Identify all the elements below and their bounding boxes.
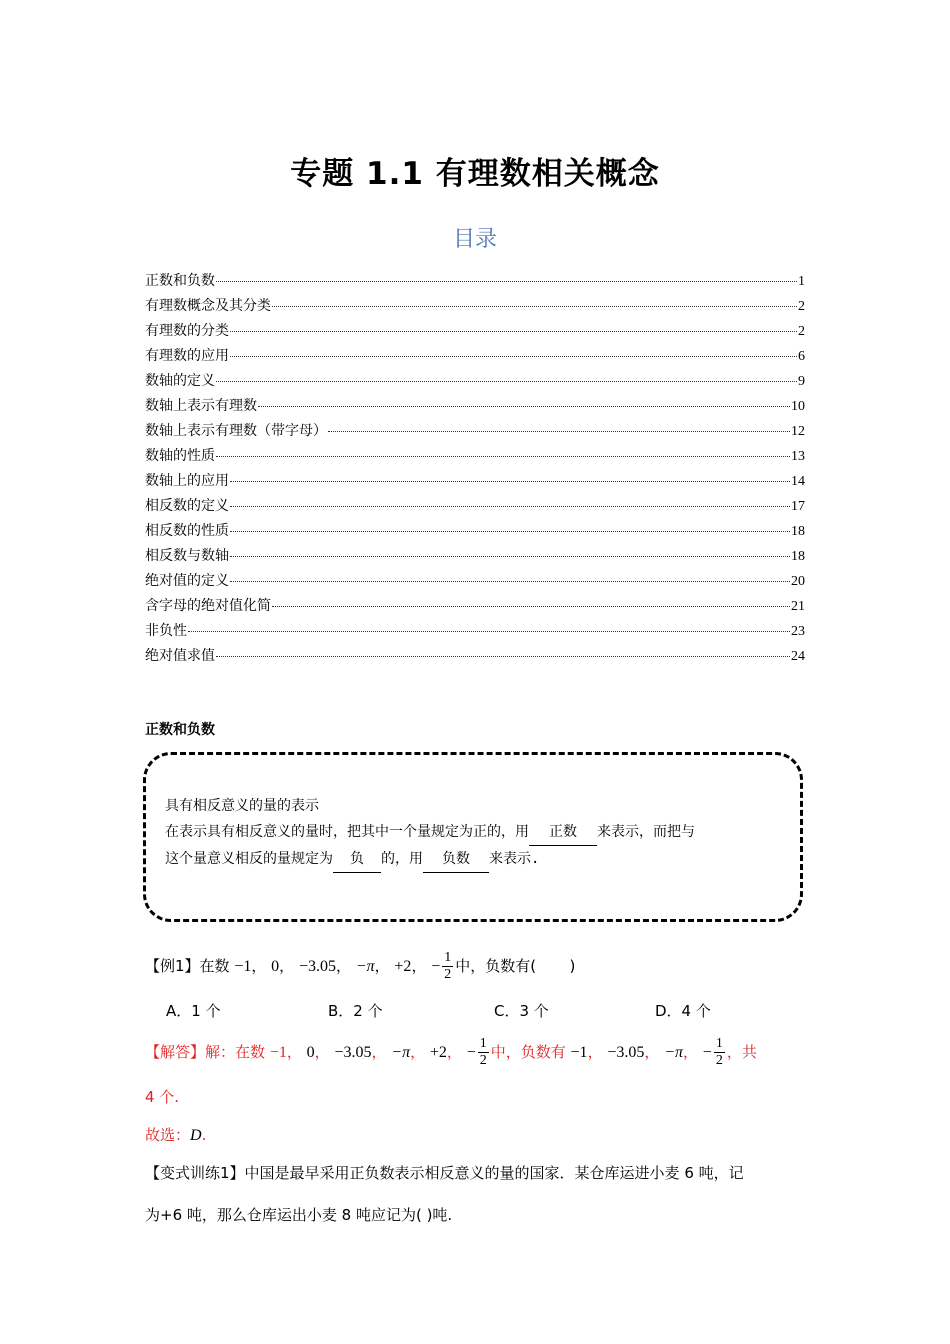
toc-entry-page: 2 <box>798 324 805 339</box>
toc-heading: 目录 <box>452 227 497 252</box>
toc-entry-page: 24 <box>791 649 805 664</box>
toc-entry-label: 有理数概念及其分类 <box>145 298 271 314</box>
toc-entry-page: 17 <box>791 499 805 514</box>
toc-leader-dots <box>216 656 790 657</box>
toc-leader-dots <box>216 381 797 382</box>
toc-entry[interactable] <box>145 295 805 320</box>
toc-entry[interactable] <box>145 545 805 570</box>
toc-leader-dots <box>230 531 790 532</box>
toc-entry-page: 1 <box>798 274 805 289</box>
toc-entry-label: 绝对值的定义 <box>145 573 229 589</box>
toc-leader-dots <box>272 306 797 307</box>
blank-positive: 正数 <box>529 819 597 846</box>
toc-entry-page: 23 <box>791 624 805 639</box>
toc-entry[interactable] <box>145 620 805 645</box>
toc-entry-label: 绝对值求值 <box>145 648 215 664</box>
toc-leader-dots <box>230 331 797 332</box>
toc-entry-label: 数轴上的应用 <box>145 473 229 489</box>
toc-entry-label: 数轴上表示有理数（带字母） <box>145 423 327 439</box>
toc-entry[interactable] <box>145 445 805 470</box>
option-c: C．3 个 <box>494 1002 549 1020</box>
answer-1: 【解答】解：在数 −1， 0， −3.05， −π， +2， − $\frac{1}{2}$ 中，负数有 −1， −3.05， −π， − $\frac{1}{2}$ ，共 <box>145 1036 757 1068</box>
toc-entry[interactable] <box>145 345 805 370</box>
toc-entry[interactable] <box>145 320 805 345</box>
toc-entry-page: 2 <box>798 299 805 314</box>
table-of-contents <box>145 270 805 670</box>
toc-entry-label: 有理数的分类 <box>145 323 229 339</box>
toc-entry-page: 10 <box>791 399 805 414</box>
option-a: A．1 个 <box>166 1002 221 1020</box>
variant-1-line-1: 【变式训练1】中国是最早采用正负数表示相反意义的量的国家．某仓库运进小麦 6 吨，记 <box>145 1164 744 1182</box>
toc-entry-label: 数轴的定义 <box>145 373 215 389</box>
toc-leader-dots <box>188 631 790 632</box>
toc-entry-page: 13 <box>791 449 805 464</box>
toc-leader-dots <box>328 431 790 432</box>
toc-entry[interactable] <box>145 595 805 620</box>
toc-entry-label: 相反数与数轴 <box>145 548 229 564</box>
toc-leader-dots <box>216 281 797 282</box>
toc-entry[interactable] <box>145 645 805 670</box>
concept-heading: 具有相反意义的量的表示 <box>165 798 319 814</box>
toc-entry[interactable] <box>145 520 805 545</box>
toc-leader-dots <box>216 456 790 457</box>
answer-1-line-2: 4 个. <box>145 1088 180 1106</box>
toc-entry[interactable] <box>145 470 805 495</box>
fraction-half: $\frac{1}{2}$ <box>715 1036 723 1068</box>
toc-leader-dots <box>230 481 790 482</box>
concept-line-2: 在表示具有相反意义的量时，把其中一个量规定为正的，用 正数 来表示，而把与 <box>165 819 695 846</box>
toc-entry[interactable] <box>145 495 805 520</box>
toc-entry-page: 9 <box>798 374 805 389</box>
toc-entry-label: 数轴上表示有理数 <box>145 398 257 414</box>
toc-leader-dots <box>230 356 797 357</box>
answer-1-choice: 故选：D. <box>145 1126 207 1144</box>
option-d: D．4 个 <box>655 1002 711 1020</box>
option-b: B．2 个 <box>328 1002 383 1020</box>
toc-entry-page: 18 <box>791 524 805 539</box>
toc-entry[interactable] <box>145 420 805 445</box>
concept-line-3: 这个量意义相反的量规定为 负 的，用 负数 来表示. <box>165 846 695 873</box>
toc-entry[interactable] <box>145 570 805 595</box>
toc-entry-label: 正数和负数 <box>145 273 215 289</box>
toc-entry[interactable] <box>145 370 805 395</box>
example-1-question: 【例1】在数 −1， 0， −3.05， −π， +2， − $\frac{1}{2}$ 中，负数有( ) <box>145 950 576 982</box>
fraction-half: $\frac{1}{2}$ <box>479 1036 487 1068</box>
toc-entry-label: 含字母的绝对值化简 <box>145 598 271 614</box>
toc-entry-label: 相反数的性质 <box>145 523 229 539</box>
page-title: 专题 1.1 有理数相关概念 <box>290 156 660 192</box>
variant-1-line-2: 为+6 吨，那么仓库运出小麦 8 吨应记为( )吨. <box>145 1206 453 1224</box>
toc-entry-label: 非负性 <box>145 623 187 639</box>
section-title: 正数和负数 <box>145 722 215 738</box>
toc-entry-label: 数轴的性质 <box>145 448 215 464</box>
toc-entry-label: 有理数的应用 <box>145 348 229 364</box>
toc-entry-page: 18 <box>791 549 805 564</box>
fraction-half: $\frac{1}{2}$ <box>444 950 452 982</box>
toc-entry[interactable] <box>145 395 805 420</box>
concept-box-text <box>165 793 695 873</box>
toc-leader-dots <box>230 556 790 557</box>
toc-entry-page: 20 <box>791 574 805 589</box>
toc-entry-page: 6 <box>798 349 805 364</box>
toc-entry-page: 14 <box>791 474 805 489</box>
toc-entry-page: 21 <box>791 599 805 614</box>
toc-leader-dots <box>272 606 790 607</box>
toc-leader-dots <box>258 406 790 407</box>
toc-leader-dots <box>230 506 790 507</box>
toc-entry-label: 相反数的定义 <box>145 498 229 514</box>
toc-leader-dots <box>230 581 790 582</box>
blank-negative: 负 <box>333 846 381 873</box>
blank-negative-number: 负数 <box>423 846 489 873</box>
toc-entry-page: 12 <box>791 424 805 439</box>
toc-entry[interactable] <box>145 270 805 295</box>
